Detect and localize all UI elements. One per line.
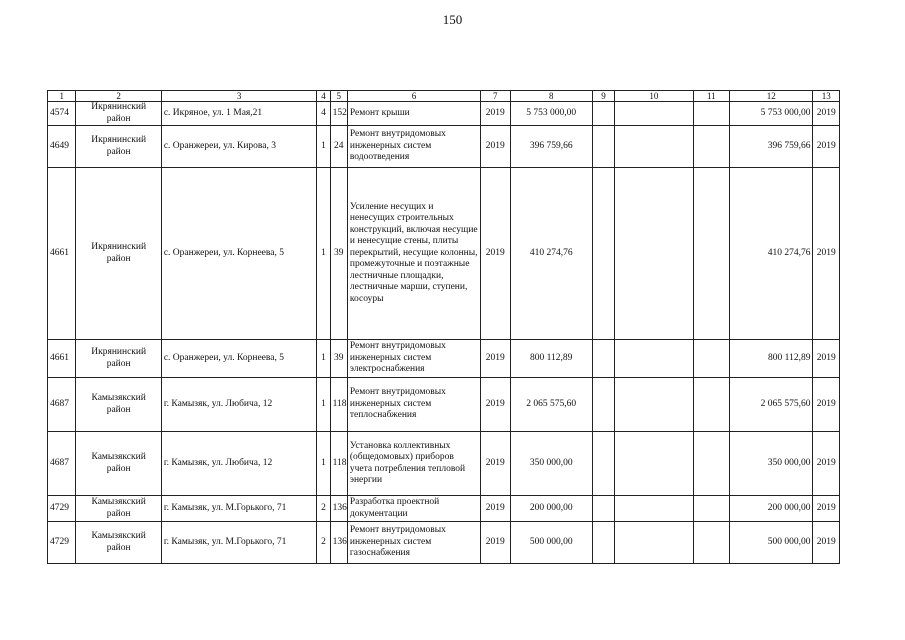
col-9 <box>592 378 614 432</box>
year: 2019 <box>481 496 510 522</box>
column-header: 1 <box>48 91 76 102</box>
col-10 <box>615 522 693 564</box>
col-5: 118 <box>330 378 347 432</box>
col-10 <box>615 126 693 168</box>
address: с. Икряное, ул. 1 Мая,21 <box>161 102 317 126</box>
row-id: 4661 <box>48 168 76 340</box>
col-4: 2 <box>317 496 330 522</box>
col-5: 152 <box>330 102 347 126</box>
work-type: Ремонт внутридомовых инженерных систем газоснабжения <box>347 522 480 564</box>
amount: 200 000,00 <box>510 496 592 522</box>
column-header: 9 <box>592 91 614 102</box>
table-row <box>48 496 840 522</box>
district: Камызякский район <box>76 522 161 564</box>
column-header: 6 <box>347 91 480 102</box>
work-type: Ремонт внутридомовых инженерных систем водоотведения <box>347 126 480 168</box>
col-10 <box>615 340 693 378</box>
table-row <box>48 340 840 378</box>
address: с. Оранжереи, ул. Кирова, 3 <box>161 126 317 168</box>
page-number: 150 <box>442 12 463 27</box>
year-end: 2019 <box>813 522 840 564</box>
amount: 396 759,66 <box>510 126 592 168</box>
column-header: 10 <box>615 91 693 102</box>
work-type: Ремонт внутридомовых инженерных систем теплоснабжения <box>347 378 480 432</box>
column-header: 13 <box>813 91 840 102</box>
row-id: 4729 <box>48 522 76 564</box>
col-9 <box>592 522 614 564</box>
year-end: 2019 <box>813 496 840 522</box>
address: с. Оранжереи, ул. Корнеева, 5 <box>161 340 317 378</box>
column-header: 3 <box>161 91 317 102</box>
col-11 <box>693 126 730 168</box>
col-5: 136 <box>330 522 347 564</box>
row-id: 4687 <box>48 432 76 496</box>
year-end: 2019 <box>813 126 840 168</box>
work-type: Установка коллективных (общедомовых) приборов учета потребления тепловой энергии <box>347 432 480 496</box>
column-header: 12 <box>730 91 813 102</box>
col-4: 4 <box>317 102 330 126</box>
row-id: 4729 <box>48 496 76 522</box>
district: Камызякский район <box>76 432 161 496</box>
work-type: Ремонт крыши <box>347 102 480 126</box>
col-5: 136 <box>330 496 347 522</box>
year: 2019 <box>481 522 510 564</box>
col-4: 1 <box>317 340 330 378</box>
col-9 <box>592 126 614 168</box>
table-row <box>48 168 840 340</box>
total: 200 000,00 <box>730 496 813 522</box>
amount: 800 112,89 <box>510 340 592 378</box>
address: г. Камызяк, ул. М.Горького, 71 <box>161 496 317 522</box>
table-row <box>48 522 840 564</box>
col-10 <box>615 496 693 522</box>
col-4: 1 <box>317 168 330 340</box>
col-9 <box>592 340 614 378</box>
work-type: Усиление несущих и ненесущих строительных конструкций, включая несущие и ненесущие стены, плиты перекрытий, несущие колонны, промежуточные и поэтажные лестничные площадки, лестничные марши, ступени, косоуры <box>347 168 480 340</box>
year: 2019 <box>481 432 510 496</box>
table-row <box>48 378 840 432</box>
district: Камызякский район <box>76 378 161 432</box>
column-header: 11 <box>693 91 730 102</box>
col-10 <box>615 432 693 496</box>
column-header: 7 <box>481 91 510 102</box>
year: 2019 <box>481 378 510 432</box>
column-number-row <box>48 91 840 102</box>
col-4: 2 <box>317 522 330 564</box>
col-4: 1 <box>317 126 330 168</box>
col-9 <box>592 168 614 340</box>
total: 350 000,00 <box>730 432 813 496</box>
col-9 <box>592 102 614 126</box>
year-end: 2019 <box>813 168 840 340</box>
district: Камызякский район <box>76 496 161 522</box>
table-row <box>48 432 840 496</box>
column-header: 5 <box>330 91 347 102</box>
address: г. Камызяк, ул. Любича, 12 <box>161 432 317 496</box>
total: 800 112,89 <box>730 340 813 378</box>
address: с. Оранжереи, ул. Корнеева, 5 <box>161 168 317 340</box>
row-id: 4574 <box>48 102 76 126</box>
work-type: Ремонт внутридомовых инженерных систем электроснабжения <box>347 340 480 378</box>
col-5: 39 <box>330 340 347 378</box>
amount: 5 753 000,00 <box>510 102 592 126</box>
address: г. Камызяк, ул. М.Горького, 71 <box>161 522 317 564</box>
col-10 <box>615 102 693 126</box>
col-11 <box>693 432 730 496</box>
amount: 350 000,00 <box>510 432 592 496</box>
amount: 500 000,00 <box>510 522 592 564</box>
total: 500 000,00 <box>730 522 813 564</box>
col-11 <box>693 102 730 126</box>
district: Икрянинский район <box>76 102 161 126</box>
total: 396 759,66 <box>730 126 813 168</box>
col-10 <box>615 378 693 432</box>
amount: 2 065 575,60 <box>510 378 592 432</box>
col-10 <box>615 168 693 340</box>
district: Икрянинский район <box>76 168 161 340</box>
total: 2 065 575,60 <box>730 378 813 432</box>
district: Икрянинский район <box>76 126 161 168</box>
col-5: 24 <box>330 126 347 168</box>
year-end: 2019 <box>813 378 840 432</box>
col-11 <box>693 168 730 340</box>
column-header: 2 <box>76 91 161 102</box>
col-11 <box>693 340 730 378</box>
amount: 410 274,76 <box>510 168 592 340</box>
col-11 <box>693 378 730 432</box>
column-header: 4 <box>317 91 330 102</box>
year-end: 2019 <box>813 102 840 126</box>
year: 2019 <box>481 126 510 168</box>
year: 2019 <box>481 340 510 378</box>
row-id: 4661 <box>48 340 76 378</box>
year: 2019 <box>481 102 510 126</box>
district: Икрянинский район <box>76 340 161 378</box>
col-11 <box>693 496 730 522</box>
year-end: 2019 <box>813 432 840 496</box>
address: г. Камызяк, ул. Любича, 12 <box>161 378 317 432</box>
col-5: 39 <box>330 168 347 340</box>
year: 2019 <box>481 168 510 340</box>
col-4: 1 <box>317 378 330 432</box>
table-row <box>48 126 840 168</box>
col-4: 1 <box>317 432 330 496</box>
table-row <box>48 102 840 126</box>
column-header: 8 <box>510 91 592 102</box>
col-9 <box>592 496 614 522</box>
total: 5 753 000,00 <box>730 102 813 126</box>
row-id: 4649 <box>48 126 76 168</box>
work-type: Разработка проектной документации <box>347 496 480 522</box>
col-11 <box>693 522 730 564</box>
row-id: 4687 <box>48 378 76 432</box>
works-table <box>47 90 840 564</box>
col-5: 118 <box>330 432 347 496</box>
year-end: 2019 <box>813 340 840 378</box>
total: 410 274,76 <box>730 168 813 340</box>
col-9 <box>592 432 614 496</box>
